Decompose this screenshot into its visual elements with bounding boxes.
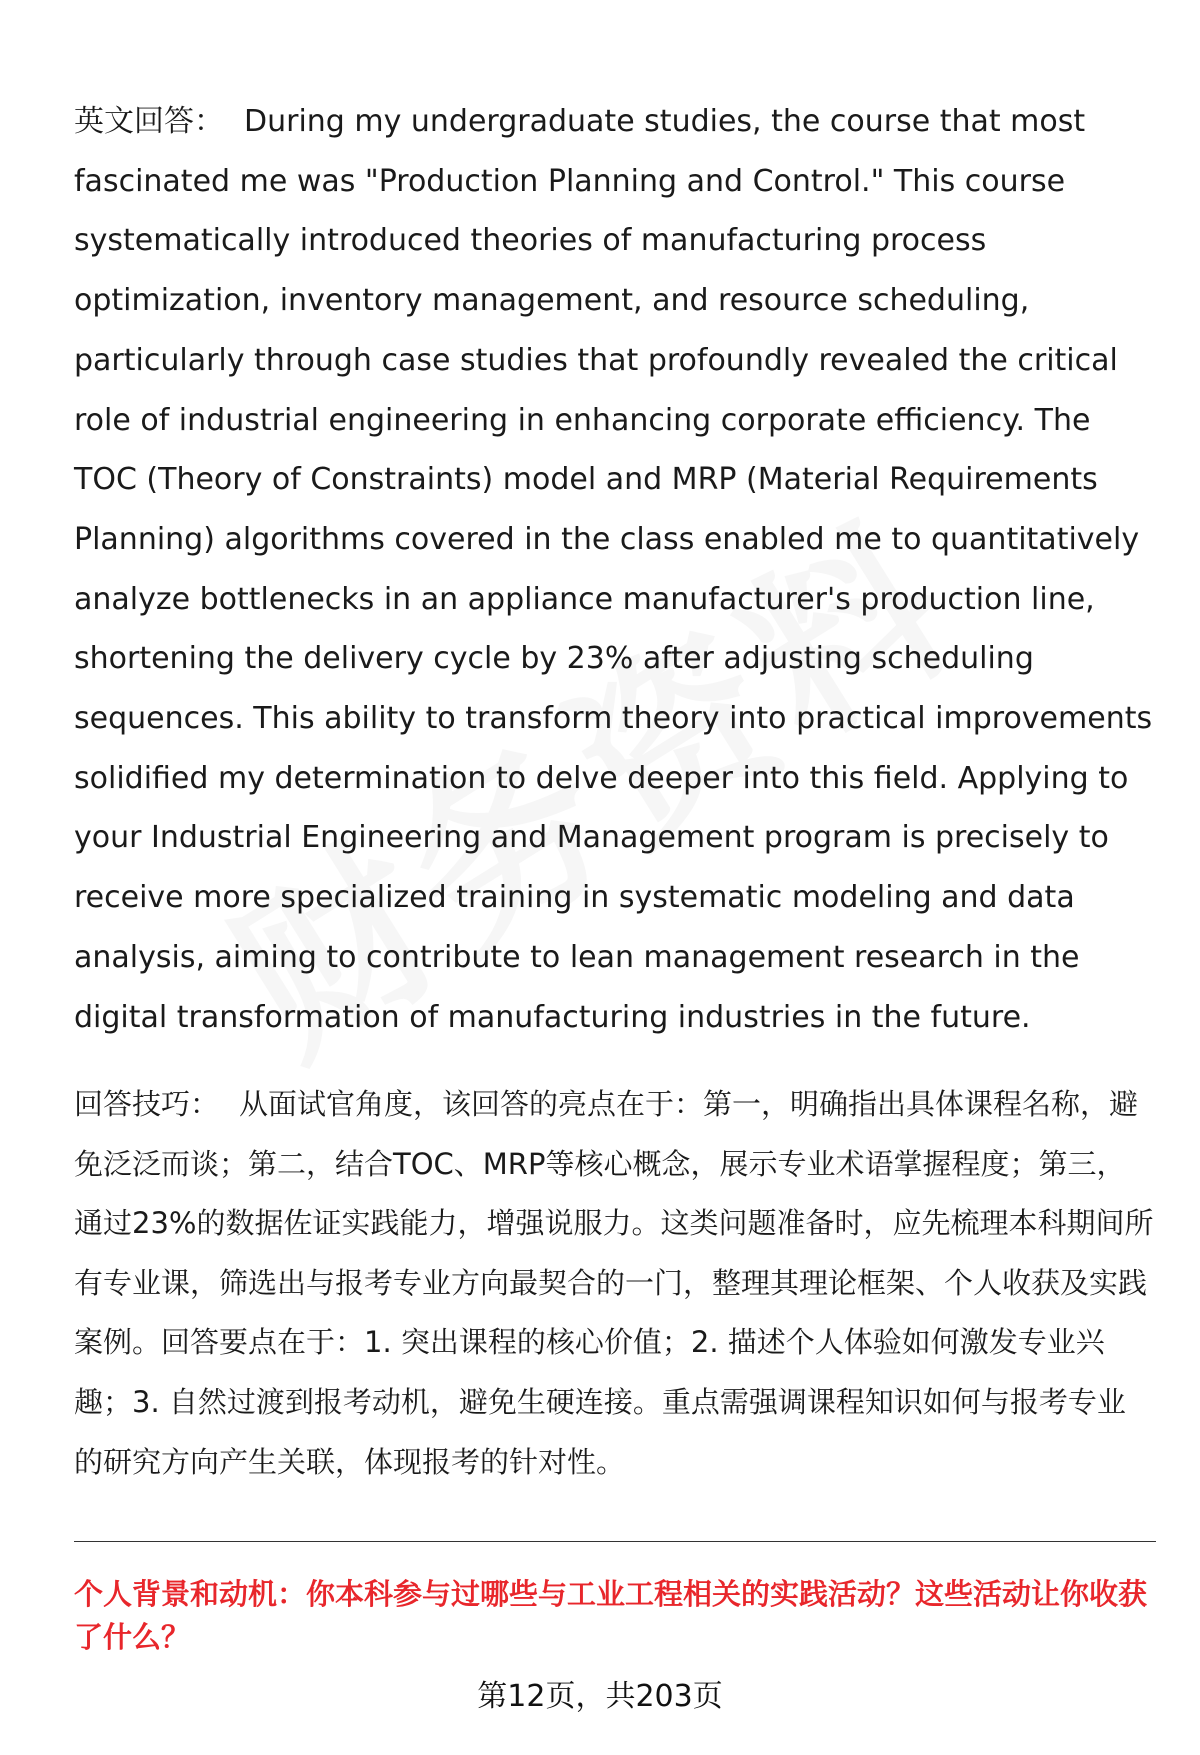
answer-tips-label: 回答技巧：: [74, 1087, 220, 1121]
english-answer-section: [74, 92, 1154, 1047]
section-divider: [74, 1541, 1156, 1542]
answer-tips-text: 从面试官角度，该回答的亮点在于：第一，明确指出具体课程名称，避免泛泛而谈；第二，结合TOC、MRP等核心概念，展示专业术语掌握程度；第三，通过23%的数据佐证实践能力，增强说服力。这类问题准备时，应先梳理本科期间所有专业课，筛选出与报考专业方向最契合的一门，整理其理论框架、个人收获及实践案例。回答要点在于：1. 突出课程的核心价值；2. 描述个人体验如何激发专业兴趣；3. 自然过渡到报考动机，避免生硬连接。重点需强调课程知识如何与报考专业的研究方向产生关联，体现报考的针对性。: [74, 1087, 1154, 1479]
next-question-heading: 个人背景和动机：你本科参与过哪些与工业工程相关的实践活动？这些活动让你收获了什么？: [74, 1577, 1148, 1654]
answer-tips-section: [74, 1075, 1154, 1492]
english-answer-label: 英文回答：: [74, 104, 224, 139]
english-answer-text: During my undergraduate studies, the course that most fascinated me was "Production Planning and Control." This course systematically introduced theories of manufacturing process optimization, inventory management, and resource scheduling, particularly through case studies that profoundly revealed the critical role of industrial engineering in enhancing corporate efficiency. The TOC (Theory of Constraints) model and MRP (Material Requirements Planning) algorithms covered in the class enabled me to quantitatively analyze bottlenecks in an appliance manufacturer's production line, shortening the delivery cycle by 23% after adjusting scheduling sequences. This ability to transform theory into practical improvements solidified my determination to delve deeper into this field. Applying to your Industrial Engineering and Management program is precisely to receive more specialized training in systematic modeling and data analysis, aiming to contribute to lean management research in the digital transformation of manufacturing industries in the future.: [74, 104, 1153, 1035]
page-number-footer: 第12页，共203页: [477, 1679, 723, 1714]
